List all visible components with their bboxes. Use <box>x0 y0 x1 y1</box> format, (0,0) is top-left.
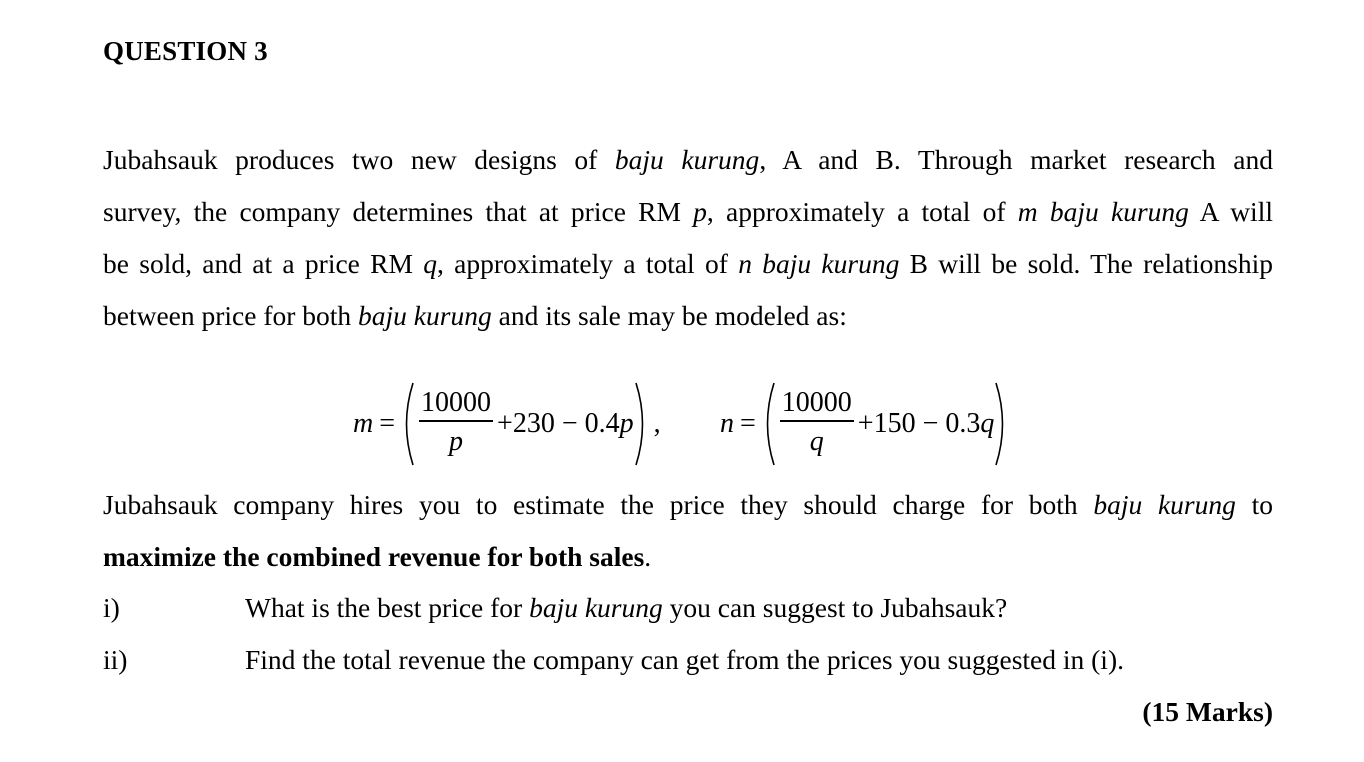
marks-label: (15 Marks) <box>1142 696 1273 727</box>
equation-m <box>353 378 661 470</box>
intro-line: between price for both baju kurung and its sale may be modeled as: <box>103 300 847 331</box>
left-parenthesis <box>399 381 415 467</box>
intro-line: be sold, and at a price RM q, approximately a total of n baju kurung B will be sold. The relationship <box>103 248 1274 279</box>
fraction-denominator: q <box>809 425 824 457</box>
equation-tail: +150 − 0.3q <box>857 408 995 439</box>
fraction <box>780 386 854 462</box>
equation-n <box>720 378 1010 470</box>
question-text: What is the best price for baju kurung you can suggest to Jubahsauk? <box>245 592 1008 623</box>
right-parenthesis <box>994 381 1010 467</box>
fraction-numerator: 10000 <box>421 387 492 419</box>
intro-line: Jubahsauk produces two new designs of baju kurung, A and B. Through market research and <box>103 144 1273 175</box>
fraction <box>419 386 493 462</box>
question-number: i) <box>103 592 120 623</box>
left-parenthesis <box>760 381 776 467</box>
intro-paragraph <box>103 134 1273 342</box>
question-heading: QUESTION 3 <box>103 36 268 66</box>
fraction-denominator: p <box>449 425 464 457</box>
equation-tail: +230 − 0.4p <box>497 408 634 439</box>
task-line: Jubahsauk company hires you to estimate the price they should charge for both baju kurung to <box>103 489 1273 520</box>
equation-comma: , <box>653 408 661 439</box>
intro-line: survey, the company determines that at price RM p, approximately a total of m baju kurung A will <box>103 196 1273 227</box>
equals-sign: = <box>740 408 756 439</box>
fraction-numerator: 10000 <box>781 387 852 419</box>
right-parenthesis <box>634 381 650 467</box>
task-line: maximize the combined revenue for both sales. <box>103 541 652 572</box>
equation-variable: m <box>353 408 374 439</box>
task-paragraph <box>103 479 1273 583</box>
question-text: Find the total revenue the company can get from the prices you suggested in (i). <box>245 644 1124 675</box>
equation-variable: n <box>720 408 734 439</box>
question-number: ii) <box>103 644 128 675</box>
equals-sign: = <box>379 408 396 439</box>
